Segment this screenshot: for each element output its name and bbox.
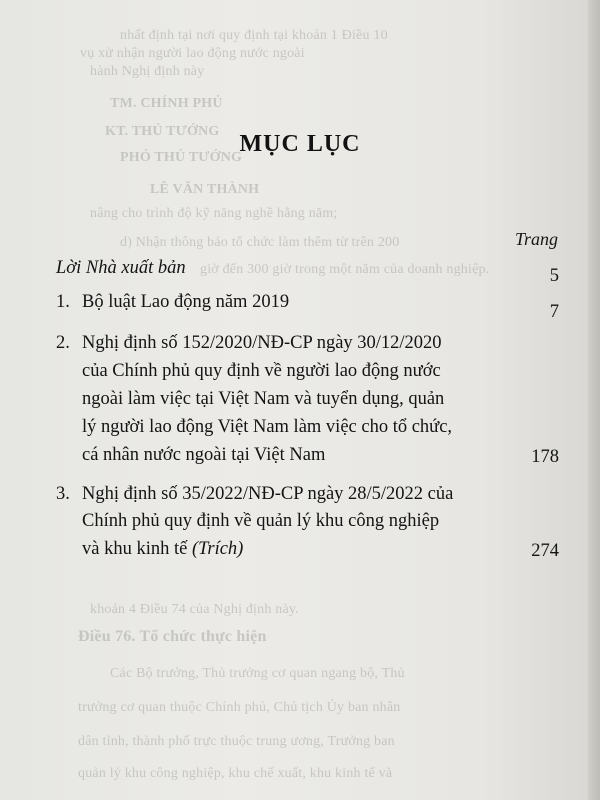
- toc-entry-number: 3.: [56, 484, 70, 504]
- show-through-line: vụ xử nhận người lao động nước ngoài: [80, 46, 305, 61]
- show-through-line: dân tỉnh, thành phố trực thuộc trung ương, Trưởng ban: [78, 734, 395, 749]
- show-through-line: quản lý khu công nghiệp, khu chế xuất, khu kinh tế và: [78, 766, 393, 781]
- toc-entry-title-line: của Chính phủ quy định về người lao động nước: [82, 361, 441, 381]
- toc-entry[interactable]: [56, 258, 559, 288]
- show-through-line: nhất định tại nơi quy định tại khoản 1 Điều 10: [120, 28, 388, 43]
- toc-entry-title: Bộ luật Lao động năm 2019: [82, 292, 290, 312]
- show-through-line: Điều 76. Tổ chức thực hiện: [78, 628, 267, 645]
- toc-entry-number: 2.: [56, 333, 70, 353]
- toc-entry-title-line: [82, 539, 243, 560]
- toc-entry[interactable]: [56, 484, 559, 570]
- show-through-line: Các Bộ trưởng, Thủ trưởng cơ quan ngang bộ, Thủ: [110, 666, 405, 681]
- book-spine-edge: [588, 0, 600, 800]
- show-through-line: giờ đến 300 giờ trong một năm của doanh nghiệp.: [200, 262, 490, 277]
- toc-entry-page: 5: [549, 266, 559, 286]
- toc-entry[interactable]: [56, 292, 559, 324]
- show-through-line: KT. THỦ TƯỚNG: [105, 124, 220, 139]
- toc-entry-title: Lời Nhà xuất bản: [56, 258, 186, 278]
- toc-entry-title-text: và khu kinh tế: [82, 539, 188, 559]
- toc-entry-title-line: Nghị định số 152/2020/NĐ-CP ngày 30/12/2020: [82, 333, 442, 353]
- toc-entry-page: 274: [531, 541, 559, 561]
- toc-entry-page: 7: [549, 302, 559, 322]
- show-through-line: hành Nghị định này: [90, 64, 205, 79]
- show-through-line: PHÓ THỦ TƯỚNG: [120, 150, 243, 165]
- show-through-line: nâng cho trình độ kỹ năng nghề hằng năm;: [90, 206, 338, 221]
- toc-entry-title-line: ngoài làm việc tại Việt Nam và tuyển dụng, quản: [82, 389, 445, 409]
- toc-entry-page: 178: [531, 447, 559, 467]
- show-through-line: trưởng cơ quan thuộc Chính phủ, Chủ tịch Ủy ban nhân: [78, 700, 401, 715]
- show-through-line: d) Nhận thông báo tổ chức làm thêm từ trên 200: [120, 235, 400, 250]
- toc-entry[interactable]: [56, 333, 559, 473]
- show-through-line: khoản 4 Điều 74 của Nghị định này.: [90, 602, 299, 617]
- toc-entry-number: 1.: [56, 292, 70, 312]
- page-column-label: Trang: [514, 229, 558, 249]
- toc-entry-title-line: Nghị định số 35/2022/NĐ-CP ngày 28/5/2022 của: [82, 484, 454, 504]
- excerpt-note: (Trích): [191, 539, 244, 559]
- toc-entry-title-line: cá nhân nước ngoài tại Việt Nam: [82, 445, 326, 465]
- toc-entry-title-line: Chính phủ quy định về quản lý khu công nghiệp: [82, 511, 440, 531]
- show-through-line: TM. CHÍNH PHỦ: [110, 96, 223, 111]
- page-title: MỤC LỤC: [239, 131, 361, 157]
- show-through-line: LÊ VĂN THÀNH: [150, 182, 260, 197]
- toc-entry-title-line: lý người lao động Việt Nam làm việc cho tổ chức,: [82, 417, 453, 437]
